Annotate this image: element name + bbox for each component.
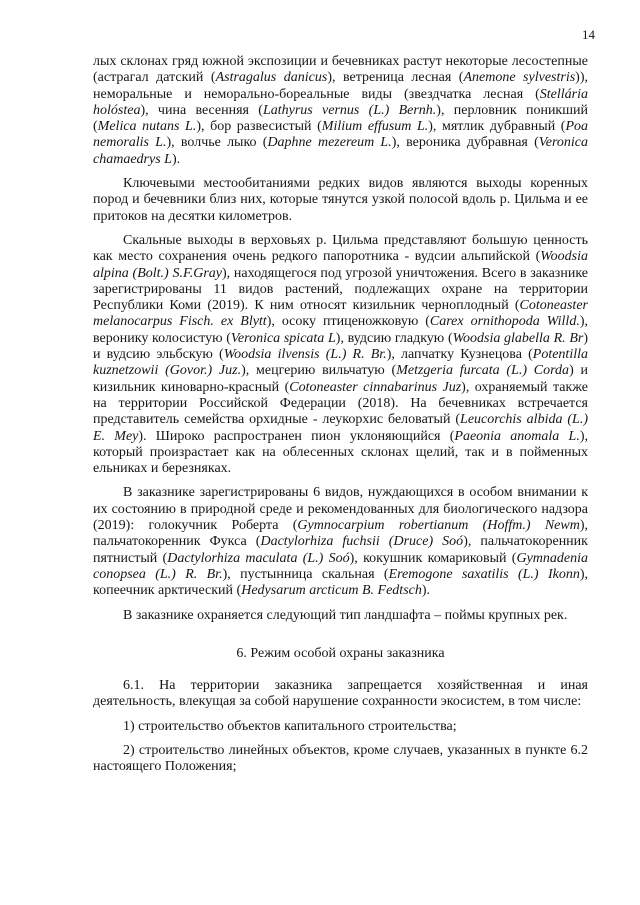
document-body [93,54,588,776]
text-run: ), осоку птиценожковую ( [266,314,430,330]
text-run: ), копеечник арктический ( [93,566,588,599]
species-latin-name: Woodsia alpina (Bolt.) S.F.Gray [93,249,588,281]
species-latin-name: Milium effusum L. [321,119,429,135]
paragraph-monitoring-species [93,485,588,599]
species-latin-name: Paeonia anomala L. [454,428,580,444]
list-item-2: 2) строительство линейных объектов, кроме случаев, указанных в пункте 6.2 настоящего Положения; [93,742,588,775]
text-run: ). Широко распространен пион уклоняющийся ( [138,428,455,444]
page-number: 14 [582,27,595,42]
paragraph-steppe-species [93,54,588,168]
species-latin-name: Veronica chamaedrys L [93,135,589,167]
text-run: ), ветреница лесная ( [327,70,464,86]
text-run: ), который произрастает как на облесенных склонах щелий, так и в пойменных ельниках и березняках. [93,428,588,477]
text-run: ), лапчатку Кузнецова ( [386,347,533,363]
text-run: Скальные выходы в верховьях р. Цильма представляют большую ценность как место сохранения очень редкого папоротника - вудсии альпийской ( [93,232,588,265]
text-run: В заказнике зарегистрированы 6 видов, нуждающихся в особом внимании к их состоянию в природной среде и рекомендованных для биологического надзора (2019): голокучник Роберта ( [93,485,588,534]
species-latin-name: Poa nemoralis L. [93,119,589,151]
species-latin-name: Melica nutans L. [97,119,197,135]
species-latin-name: Daphne mezereum L. [267,135,392,151]
text-run: ), перловник поникший ( [93,102,588,135]
section-heading: 6. Режим особой охраны заказника [236,645,445,661]
text-run: ) и вудсию эльбскую ( [93,330,589,363]
species-latin-name: Hedysarum arcticum B. Fedtsch [241,583,422,599]
text-run: ), пальчатокоренник пятнистый ( [93,534,588,566]
text-run: ), пустынница скальная ( [222,566,389,582]
clause-6-1: 6.1. На территории заказника запрещается хозяйственная и иная деятельность, влекущая за собой нарушение сохранности экосистем, в том числе: [93,678,588,710]
text-run: лых склонах гряд южной экспозиции и бечевниках растут некоторые лесостепные (астрагал датский ( [93,54,588,86]
species-latin-name: Carex ornithopoda Willd. [429,314,580,330]
paragraph-key-habitats [93,176,588,225]
text-run: ), мятлик дубравный ( [428,119,566,135]
species-latin-name: Veronica spicata L [230,330,336,346]
species-latin-name: Woodsia glabella R. Br [452,330,584,346]
species-latin-name: Dactylorhiza fuchsii (Druce) Soó [260,534,464,550]
text-run: ). [171,151,181,167]
species-latin-name: Eremogone saxatilis (L.) Ikonn [388,566,580,582]
species-latin-name: Gymnocarpium robertianum (Hoffm.) Newm [297,518,580,534]
text-run: ), вероника дубравная ( [391,135,539,151]
list-item-1: 1) строительство объектов капитального строительства; [123,718,457,734]
text-run: ), чина весенняя ( [140,102,263,118]
text-run: ), кокушник комариковый ( [349,550,517,566]
paragraph-rock-outcrops [93,233,588,477]
species-latin-name: Stellária holóstea [93,86,588,118]
text-run: ), охраняемый также на территории Российской Федерации (2018). На бечевниках встречается представитель семейства орхидные - леукорхис беловатый ( [93,379,588,428]
text-run: ), находящегося под угрозой уничтожения. Всего в заказнике зарегистрированы 11 видов растений, подлежащих охране на территории Республики Коми (2019). К ним относят кизильник черноплодный ( [93,265,588,314]
species-latin-name: Leucorchis albida (L.) E. Mey [93,412,588,444]
species-latin-name: Potentilla kuznetzowii (Govor.) Juz. [93,347,588,379]
text-run: ), мецгерию вильчатую ( [241,363,397,379]
species-latin-name: Gymnadenia conopsea (L.) R. Br. [93,550,588,582]
species-latin-name: Woodsia ilvensis (L.) R. Br. [223,347,387,363]
text-run: ), бор развесистый ( [196,119,322,135]
species-latin-name: Dactylorhiza maculata (L.) Soó [167,550,350,566]
species-latin-name: Lathyrus vernus (L.) Bernh. [262,102,437,118]
text-run: ), вудсию гладкую ( [335,330,453,346]
text-run: )), неморальные и неморально-бореальные виды (звездчатка лесная ( [93,70,588,102]
text-run: Ключевыми местообитаниями редких видов являются выходы коренных пород и бечевники близ них, которые тянутся узкой полосой вдоль р. Цильма и ее притоков на десятки километров. [93,176,588,224]
species-latin-name: Metzgeria furcata (L.) Corda [396,363,570,379]
text-run: ), волчье лыко ( [166,135,268,151]
species-latin-name: Cotoneaster cinnabarinus Juz [289,379,462,395]
paragraph-landscape [93,608,588,624]
species-latin-name: Astragalus danicus [215,70,328,86]
text-run: ). [421,583,431,599]
text-run: ) и кизильник киноварно-красный ( [93,363,588,395]
text-run: ), веронику колосистую ( [93,314,588,346]
species-latin-name: Anemone sylvestris [463,70,576,86]
text-run: ), пальчатокоренник Фукса ( [93,518,588,550]
text-run: В заказнике охраняется следующий тип ландшафта – поймы крупных рек. [123,607,568,623]
species-latin-name: Cotoneaster melanocarpus Fisch. ex Blytt [93,298,588,330]
